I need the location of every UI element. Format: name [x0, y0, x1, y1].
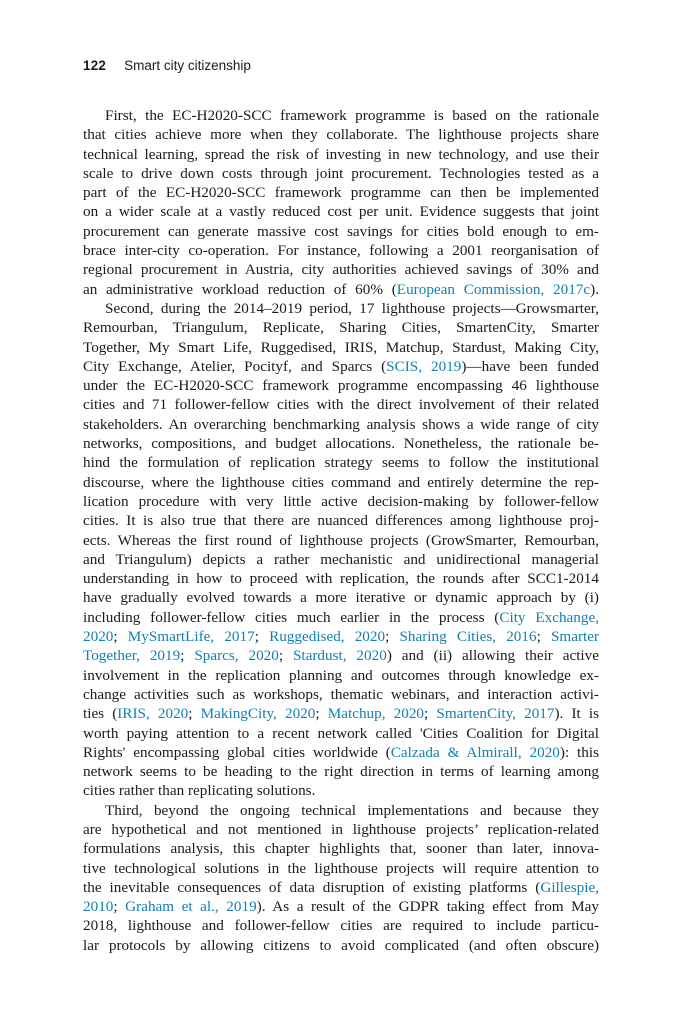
paragraph: [83, 106, 599, 299]
text-line: [83, 685, 599, 704]
text-line: [83, 762, 599, 781]
text-segment: network seems to be heading to the right direction in terms of learning among: [83, 763, 599, 781]
citation-link[interactable]: City Exchange,: [499, 608, 599, 626]
text-line: [83, 936, 599, 955]
text-line: [83, 916, 599, 935]
text-segment: understanding in how to proceed with replication, the rounds after SCC1-2014: [83, 570, 599, 588]
text-line: [83, 666, 599, 685]
text-segment: brace inter-city co-operation. For instance, following a 2001 reorganisation of: [83, 242, 599, 260]
text-segment: ects. Whereas the first round of lighthouse projects (GrowSmarter, Remourban,: [83, 531, 599, 549]
citation-link[interactable]: SCIS, 2019: [386, 357, 462, 375]
text-segment: First, the EC-H2020-SCC framework programme is based on the rationale: [105, 107, 599, 124]
text-segment: procurement can generate massive cost savings for cities bold enough to em-: [83, 222, 599, 240]
page-body: [83, 106, 599, 955]
text-line: [83, 164, 599, 183]
text-segment: ;: [113, 898, 126, 916]
text-segment: the inevitable consequences of data disruption of existing platforms (: [83, 878, 541, 896]
text-segment: ): this: [559, 743, 599, 761]
text-segment: ) and (ii) allowing their active: [386, 647, 599, 665]
text-line: [83, 859, 599, 878]
text-segment: cities rather than replicating solutions.: [83, 782, 316, 800]
text-line: [83, 550, 599, 569]
text-line: [83, 241, 599, 260]
citation-link[interactable]: Graham et al., 2019: [125, 898, 257, 916]
text-line: [83, 627, 599, 646]
text-segment: 2018, lighthouse and follower-fellow cities are required to include particu-: [83, 917, 599, 935]
text-line: [83, 434, 599, 453]
text-segment: networks, compositions, and budget allocations. Nonetheless, the rationale be-: [83, 435, 599, 453]
text-segment: lication procedure with very little active decision-making by follower-fellow: [83, 492, 599, 510]
citation-link[interactable]: MakingCity, 2020: [200, 705, 316, 723]
text-line: [83, 473, 599, 492]
text-segment: including follower-fellow cities much earlier in the process (: [83, 608, 500, 626]
text-segment: ;: [536, 628, 551, 646]
text-segment: ;: [113, 628, 128, 646]
text-segment: are hypothetical and not mentioned in lighthouse projects’ replication-related: [83, 820, 599, 838]
text-segment: technical learning, spread the risk of investing in new technology, and use their: [83, 145, 599, 163]
text-line: [83, 839, 599, 858]
text-segment: cities. It is also true that there are nuanced differences among lighthouse proj-: [83, 512, 599, 530]
text-line: [83, 260, 599, 279]
text-segment: formulations analysis, this chapter highlights that, sooner than later, innova-: [83, 840, 599, 858]
text-line: [83, 376, 599, 395]
text-line: [83, 724, 599, 743]
text-segment: ).: [590, 280, 599, 298]
text-segment: Second, during the 2014–2019 period, 17 lighthouse projects—Growsmarter,: [105, 299, 599, 317]
citation-link[interactable]: Ruggedised, 2020: [269, 628, 386, 646]
text-line: [83, 704, 599, 723]
text-line: [83, 106, 599, 125]
text-line: [83, 801, 599, 820]
text-segment: ;: [315, 705, 328, 723]
text-line: [83, 588, 599, 607]
text-segment: scale to drive down costs through joint procurement. Technologies tested as a: [83, 164, 599, 182]
text-segment: )—have been funded: [461, 357, 599, 375]
citation-link[interactable]: Sharing Cities, 2016: [399, 628, 537, 646]
citation-link[interactable]: Smarter: [550, 628, 600, 646]
text-line: [83, 222, 599, 241]
citation-link[interactable]: 2010: [83, 898, 114, 916]
text-segment: ;: [278, 647, 293, 665]
text-segment: cities and 71 follower-fellow cities with the direct involvement of their related: [83, 396, 599, 414]
text-segment: under the EC-H2020-SCC framework programme encompassing 46 lighthouse: [83, 377, 599, 395]
text-segment: ;: [385, 628, 400, 646]
text-segment: ;: [180, 647, 195, 665]
citation-link[interactable]: Calzada & Almirall, 2020: [390, 743, 560, 761]
text-segment: and Triangulum) depicts a rather mechanistic and unidirectional managerial: [83, 550, 599, 568]
text-line: [83, 531, 599, 550]
text-segment: an administrative workload reduction of 60% (: [83, 280, 397, 298]
text-line: [83, 125, 599, 144]
text-segment: stakeholders. An overarching benchmarking analysis shows a wide range of city: [83, 415, 599, 433]
text-segment: ;: [424, 705, 437, 723]
text-segment: tive technological solutions in the lighthouse projects will require attention to: [83, 859, 599, 877]
text-line: [83, 338, 599, 357]
text-segment: lar protocols by allowing citizens to avoid complicated (and often obscure): [83, 936, 599, 954]
page-number: 122: [83, 58, 107, 73]
paragraph: [83, 801, 599, 955]
text-segment: Third, beyond the ongoing technical implementations and because they: [105, 801, 599, 819]
text-segment: that cities achieve more when they collaborate. The lighthouse projects share: [83, 126, 599, 144]
text-line: [83, 569, 599, 588]
text-segment: ;: [188, 705, 201, 723]
text-line: [83, 781, 599, 800]
text-segment: ). As a result of the GDPR taking effect from May: [256, 898, 599, 916]
text-line: [83, 743, 599, 762]
text-line: [83, 453, 599, 472]
text-segment: involvement in the replication planning and outcomes through knowledge ex-: [83, 666, 599, 684]
running-title: Smart city citizenship: [124, 58, 251, 73]
text-line: [83, 646, 599, 665]
text-segment: have gradually evolved towards a more iterative or dynamic approach by (i): [83, 589, 599, 607]
text-segment: Remourban, Triangulum, Replicate, Sharing Cities, SmartenCity, Smarter: [83, 319, 599, 337]
text-segment: hind the formulation of replication strategy seems to follow the institutional: [83, 454, 599, 472]
text-line: [83, 280, 599, 299]
text-line: [83, 415, 599, 434]
text-segment: City Exchange, Atelier, Pocityf, and Sparcs (: [83, 357, 387, 375]
text-line: [83, 608, 599, 627]
citation-link[interactable]: 2020: [83, 628, 114, 646]
page-header: [83, 58, 599, 74]
citation-link[interactable]: Gillespie,: [540, 878, 599, 896]
text-segment: regional procurement in Austria, city authorities achieved savings of 30% and: [83, 261, 599, 279]
text-segment: change activities such as workshops, thematic webinars, and interaction activi-: [83, 685, 599, 703]
citation-link[interactable]: IRIS, 2020: [117, 705, 189, 723]
text-segment: discourse, where the lighthouse cities command and entirely determine the rep-: [83, 473, 599, 491]
text-segment: worth paying attention to a recent network called 'Cities Coalition for Digital: [83, 724, 599, 742]
text-line: [83, 299, 599, 318]
citation-link[interactable]: MySmartLife, 2017: [127, 628, 255, 646]
paragraph: [83, 299, 599, 801]
text-line: [83, 897, 599, 916]
text-line: [83, 202, 599, 221]
text-segment: on a wider scale at a vastly reduced cost per unit. Evidence suggests that joint: [83, 203, 599, 221]
text-line: [83, 183, 599, 202]
text-line: [83, 395, 599, 414]
text-segment: ;: [254, 628, 270, 646]
text-line: [83, 492, 599, 511]
citation-link[interactable]: SmartenCity, 2017: [436, 705, 555, 723]
citation-link[interactable]: Sparcs, 2020: [194, 647, 279, 665]
text-segment: Together, My Smart Life, Ruggedised, IRIS, Matchup, Stardust, Making City,: [83, 338, 599, 356]
citation-link[interactable]: Stardust, 2020: [292, 647, 387, 665]
text-segment: ). It is: [554, 705, 599, 723]
citation-link[interactable]: European Commission, 2017c: [396, 280, 591, 298]
text-line: [83, 145, 599, 164]
text-line: [83, 820, 599, 839]
text-segment: Rights' encompassing global cities worldwide (: [83, 743, 391, 761]
text-segment: ties (: [83, 705, 118, 723]
text-line: [83, 511, 599, 530]
text-segment: part of the EC-H2020-SCC framework programme can then be implemented: [83, 184, 599, 202]
citation-link[interactable]: Together, 2019: [83, 647, 181, 665]
text-line: [83, 357, 599, 376]
text-line: [83, 318, 599, 337]
citation-link[interactable]: Matchup, 2020: [327, 705, 425, 723]
text-line: [83, 878, 599, 897]
